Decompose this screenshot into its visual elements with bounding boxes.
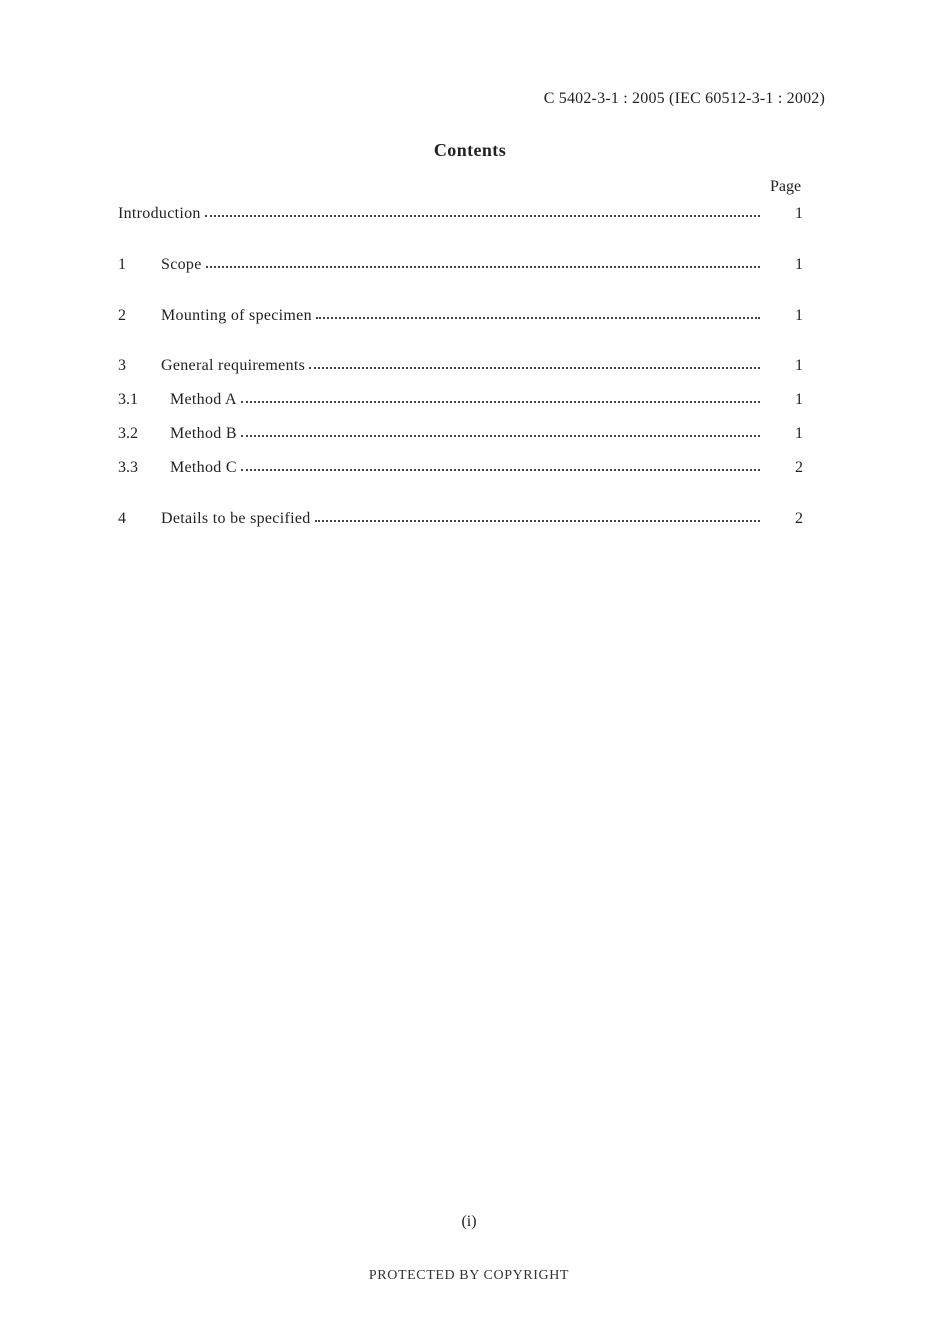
toc-entry-label: General requirements xyxy=(161,357,306,374)
toc-entry-label: Introduction xyxy=(118,205,201,222)
dot-leader xyxy=(205,214,760,217)
dot-leader xyxy=(241,468,760,471)
dot-leader xyxy=(309,366,760,369)
toc-entry-page: 2 xyxy=(795,459,803,476)
toc-entry-mounting[interactable] xyxy=(118,307,808,327)
toc-entry-label: Method C xyxy=(170,459,237,476)
toc-entry-introduction[interactable] xyxy=(118,205,808,225)
toc-entry-method-b[interactable] xyxy=(118,425,808,445)
toc-entry-number: 3.1 xyxy=(118,391,138,408)
toc-entry-number: 2 xyxy=(118,307,126,324)
toc-entry-page: 1 xyxy=(795,425,803,442)
toc-entry-method-a[interactable] xyxy=(118,391,808,411)
toc-entry-number: 3.3 xyxy=(118,459,138,476)
toc-entry-page: 1 xyxy=(795,391,803,408)
toc-entry-label: Mounting of specimen xyxy=(161,307,312,324)
toc-entry-page: 2 xyxy=(795,510,803,527)
toc-entry-details[interactable] xyxy=(118,510,808,530)
toc-entry-general-requirements[interactable] xyxy=(118,357,808,377)
toc-entry-page: 1 xyxy=(795,307,803,324)
toc-entry-label: Details to be specified xyxy=(161,510,311,527)
dot-leader xyxy=(206,265,760,268)
toc-entry-number: 3 xyxy=(118,357,126,374)
copyright-notice: PROTECTED BY COPYRIGHT xyxy=(368,1268,570,1283)
dot-leader xyxy=(316,316,760,319)
page-title: Contents xyxy=(433,140,507,160)
toc-entry-scope[interactable] xyxy=(118,256,808,276)
page-column-label: Page xyxy=(770,178,802,195)
toc-entry-page: 1 xyxy=(795,357,803,374)
toc-entry-page: 1 xyxy=(795,205,803,222)
toc-entry-method-c[interactable] xyxy=(118,459,808,479)
dot-leader xyxy=(241,434,760,437)
document-id: C 5402-3-1 : 2005 (IEC 60512-3-1 : 2002) xyxy=(543,90,825,107)
toc-entry-label: Method A xyxy=(170,391,237,408)
page-number: (i) xyxy=(461,1213,477,1230)
dot-leader xyxy=(315,519,760,522)
dot-leader xyxy=(241,400,760,403)
toc-entry-number: 4 xyxy=(118,510,126,527)
toc-entry-label: Method B xyxy=(170,425,237,442)
toc-entry-number: 1 xyxy=(118,256,126,273)
toc-entry-number: 3.2 xyxy=(118,425,138,442)
toc-entry-page: 1 xyxy=(795,256,803,273)
toc-entry-label: Scope xyxy=(161,256,202,273)
